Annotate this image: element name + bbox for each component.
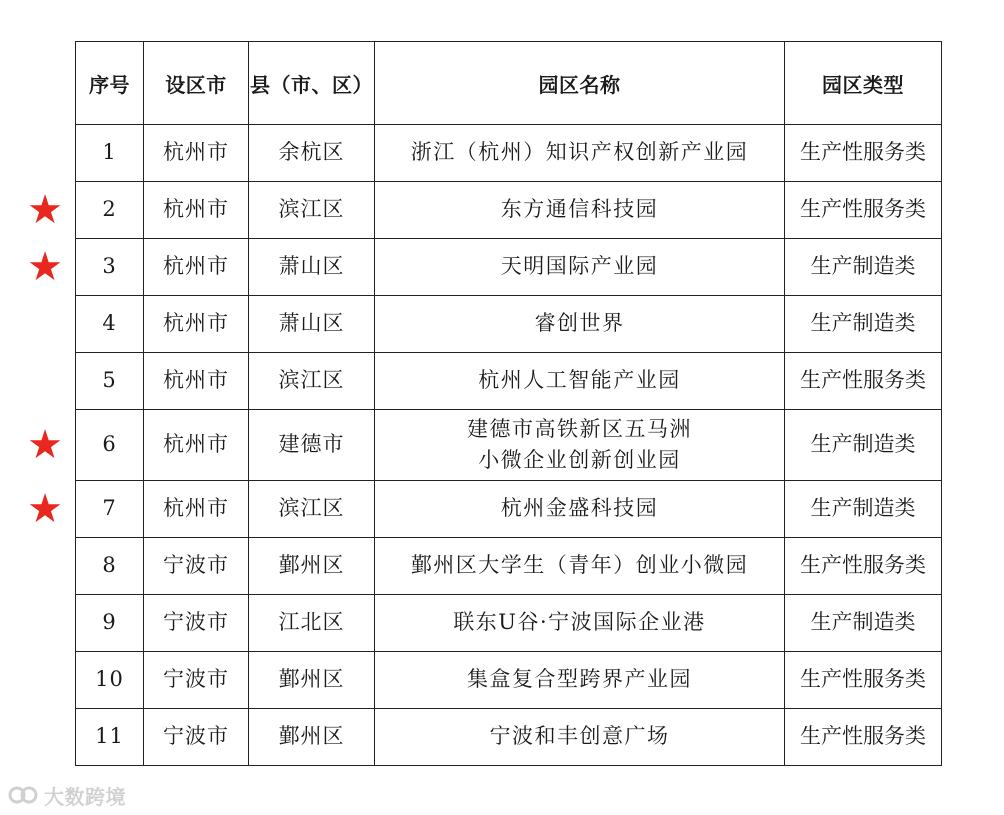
cell-park-type: 生产制造类 <box>785 595 942 652</box>
cell-park-name <box>375 239 785 296</box>
header-city: 设区市 <box>144 42 249 125</box>
cell-city: 杭州市 <box>144 410 249 481</box>
cell-county: 江北区 <box>249 595 375 652</box>
table-header-row <box>76 42 942 125</box>
cell-county: 萧山区 <box>249 239 375 296</box>
cell-serial: 10 <box>76 652 144 709</box>
table-row <box>76 595 942 652</box>
cell-park-name <box>375 296 785 353</box>
park-name-line: 浙江（杭州）知识产权创新产业园 <box>410 140 749 165</box>
cell-park-name <box>375 652 785 709</box>
watermark-text: 大数跨境 <box>44 784 126 809</box>
cell-serial: 2 <box>76 182 144 239</box>
cell-serial: 6 <box>76 410 144 481</box>
table-row <box>76 481 942 538</box>
cell-county: 余杭区 <box>249 125 375 182</box>
park-name-line: 宁波和丰创意广场 <box>489 724 670 749</box>
cell-city: 宁波市 <box>144 538 249 595</box>
park-name-line: 东方通信科技园 <box>500 197 659 222</box>
header-serial: 序号 <box>76 42 144 125</box>
park-name-line: 鄞州区大学生（青年）创业小微园 <box>410 553 749 578</box>
table-row <box>76 709 942 766</box>
cell-city: 宁波市 <box>144 595 249 652</box>
cell-park-name <box>375 410 785 481</box>
cell-park-type: 生产制造类 <box>785 481 942 538</box>
cell-park-type: 生产性服务类 <box>785 709 942 766</box>
cell-serial: 8 <box>76 538 144 595</box>
cell-city: 杭州市 <box>144 296 249 353</box>
table-row <box>76 125 942 182</box>
cell-park-type: 生产性服务类 <box>785 538 942 595</box>
cell-park-name <box>375 709 785 766</box>
table-row <box>76 538 942 595</box>
cell-park-type: 生产制造类 <box>785 239 942 296</box>
cell-city: 杭州市 <box>144 353 249 410</box>
cell-park-type: 生产性服务类 <box>785 182 942 239</box>
cell-serial: 5 <box>76 353 144 410</box>
cell-park-name <box>375 182 785 239</box>
table-row <box>76 353 942 410</box>
cell-serial: 7 <box>76 481 144 538</box>
cell-city: 杭州市 <box>144 182 249 239</box>
park-name-line: 建德市高铁新区五马洲 <box>467 416 692 441</box>
parks-table <box>75 41 942 766</box>
cell-city: 宁波市 <box>144 652 249 709</box>
table-row <box>76 296 942 353</box>
park-name-line: 小微企业创新创业园 <box>478 448 681 472</box>
table-row <box>76 239 942 296</box>
cell-city: 杭州市 <box>144 239 249 296</box>
header-park-type: 园区类型 <box>785 42 942 125</box>
red-star-icon: ★ <box>27 243 63 290</box>
table-body <box>76 125 942 766</box>
cell-county: 滨江区 <box>249 353 375 410</box>
cell-city: 杭州市 <box>144 481 249 538</box>
cell-park-type: 生产性服务类 <box>785 652 942 709</box>
table-row <box>76 182 942 239</box>
cell-city: 宁波市 <box>144 709 249 766</box>
header-county: 县（市、区） <box>249 42 375 125</box>
cell-city: 杭州市 <box>144 125 249 182</box>
cell-park-type: 生产制造类 <box>785 296 942 353</box>
cell-park-name <box>375 595 785 652</box>
park-name-line: 集盒复合型跨界产业园 <box>467 667 692 692</box>
table-row <box>76 652 942 709</box>
park-name-line: 睿创世界 <box>534 311 625 336</box>
park-name-line: 杭州人工智能产业园 <box>478 368 681 393</box>
table-row <box>76 410 942 481</box>
park-name-line: 杭州金盛科技园 <box>500 496 659 521</box>
cell-county: 建德市 <box>249 410 375 481</box>
red-star-icon: ★ <box>27 186 63 233</box>
watermark <box>8 778 126 812</box>
park-name-line: 天明国际产业园 <box>500 254 659 279</box>
cell-county: 鄞州区 <box>249 652 375 709</box>
cell-park-name <box>375 538 785 595</box>
cell-serial: 9 <box>76 595 144 652</box>
cell-serial: 4 <box>76 296 144 353</box>
cell-county: 萧山区 <box>249 296 375 353</box>
cell-park-name <box>375 353 785 410</box>
cell-park-type: 生产性服务类 <box>785 353 942 410</box>
cell-park-type: 生产制造类 <box>785 410 942 481</box>
park-name-line: 联东U谷·宁波国际企业港 <box>453 610 706 635</box>
cell-park-name <box>375 481 785 538</box>
cell-serial: 11 <box>76 709 144 766</box>
watermark-logo-icon <box>8 784 38 806</box>
red-star-icon: ★ <box>27 485 63 532</box>
cell-county: 鄞州区 <box>249 709 375 766</box>
red-star-icon: ★ <box>27 421 63 468</box>
cell-park-name <box>375 125 785 182</box>
cell-county: 滨江区 <box>249 182 375 239</box>
cell-serial: 3 <box>76 239 144 296</box>
cell-county: 滨江区 <box>249 481 375 538</box>
cell-county: 鄞州区 <box>249 538 375 595</box>
header-park-name: 园区名称 <box>375 42 785 125</box>
cell-park-type: 生产性服务类 <box>785 125 942 182</box>
cell-serial: 1 <box>76 125 144 182</box>
